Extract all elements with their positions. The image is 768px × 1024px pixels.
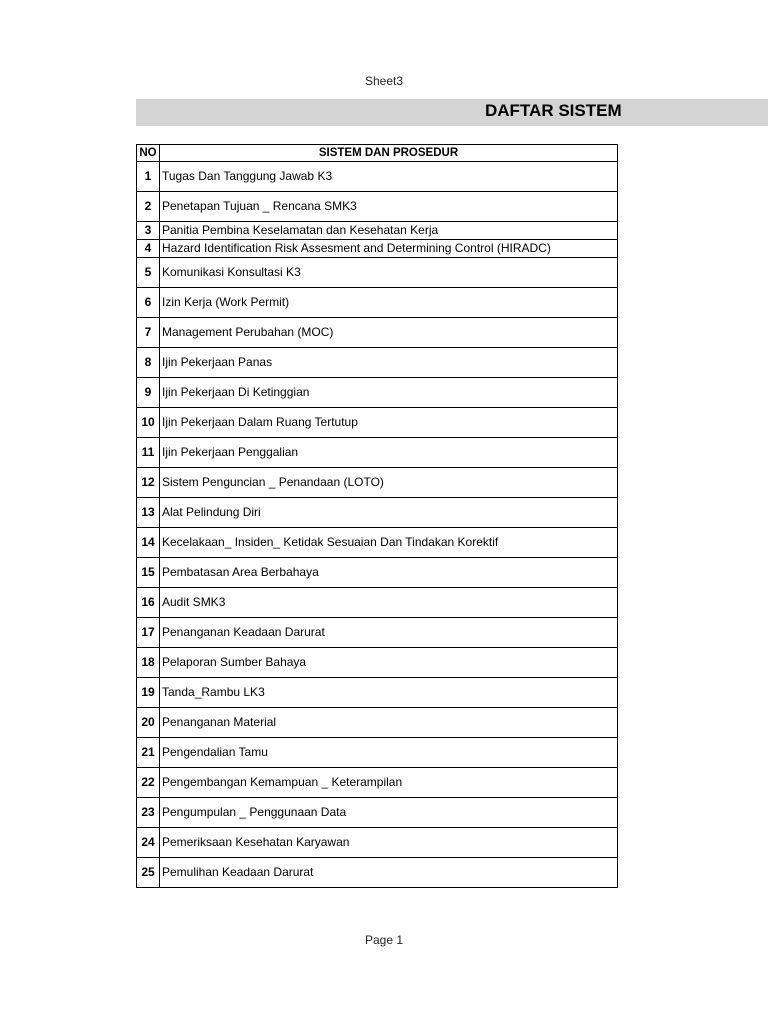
row-system-name: Pengembangan Kemampuan _ Keterampilan [160, 768, 618, 798]
row-system-name: Penanganan Keadaan Darurat [160, 618, 618, 648]
row-number: 3 [137, 222, 160, 240]
table-row [137, 258, 618, 288]
table-row [137, 618, 618, 648]
row-number: 6 [137, 288, 160, 318]
table-row [137, 768, 618, 798]
row-system-name: Penetapan Tujuan _ Rencana SMK3 [160, 192, 618, 222]
row-system-name: Management Perubahan (MOC) [160, 318, 618, 348]
row-system-name: Sistem Penguncian _ Penandaan (LOTO) [160, 468, 618, 498]
table-row [137, 348, 618, 378]
row-system-name: Pengumpulan _ Penggunaan Data [160, 798, 618, 828]
row-number: 18 [137, 648, 160, 678]
row-system-name: Pelaporan Sumber Bahaya [160, 648, 618, 678]
row-system-name: Pembatasan Area Berbahaya [160, 558, 618, 588]
table-row [137, 528, 618, 558]
table-row [137, 588, 618, 618]
row-number: 24 [137, 828, 160, 858]
row-system-name: Pengendalian Tamu [160, 738, 618, 768]
table-row [137, 828, 618, 858]
table-row [137, 498, 618, 528]
row-system-name: Komunikasi Konsultasi K3 [160, 258, 618, 288]
row-system-name: Alat Pelindung Diri [160, 498, 618, 528]
row-number: 15 [137, 558, 160, 588]
row-system-name: Izin Kerja (Work Permit) [160, 288, 618, 318]
row-number: 10 [137, 408, 160, 438]
row-system-name: Pemulihan Keadaan Darurat [160, 858, 618, 888]
row-number: 21 [137, 738, 160, 768]
title-band [136, 99, 768, 126]
table-row [137, 288, 618, 318]
row-number: 7 [137, 318, 160, 348]
table-row [137, 318, 618, 348]
row-system-name: Pemeriksaan Kesehatan Karyawan [160, 828, 618, 858]
table-row [137, 192, 618, 222]
table-header-row [137, 145, 618, 162]
table-row [137, 408, 618, 438]
row-number: 4 [137, 240, 160, 258]
row-system-name: Tugas Dan Tanggung Jawab K3 [160, 162, 618, 192]
row-number: 17 [137, 618, 160, 648]
header-system: SISTEM DAN PROSEDUR [160, 145, 618, 162]
row-number: 11 [137, 438, 160, 468]
row-system-name: Tanda_Rambu LK3 [160, 678, 618, 708]
row-system-name: Ijin Pekerjaan Di Ketinggian [160, 378, 618, 408]
table-row [137, 678, 618, 708]
table-row [137, 162, 618, 192]
table-row [137, 648, 618, 678]
page-title: DAFTAR SISTEM [485, 101, 622, 120]
row-system-name: Panitia Pembina Keselamatan dan Kesehatan Kerja [160, 222, 618, 240]
table-row [137, 378, 618, 408]
table-body [137, 162, 618, 888]
row-number: 25 [137, 858, 160, 888]
table-row [137, 708, 618, 738]
row-system-name: Audit SMK3 [160, 588, 618, 618]
row-number: 20 [137, 708, 160, 738]
table-row [137, 798, 618, 828]
row-system-name: Hazard Identification Risk Assesment and Determining Control (HIRADC) [160, 240, 618, 258]
row-number: 5 [137, 258, 160, 288]
row-number: 13 [137, 498, 160, 528]
row-number: 12 [137, 468, 160, 498]
row-system-name: Ijin Pekerjaan Panas [160, 348, 618, 378]
system-table [136, 144, 618, 888]
table-row [137, 858, 618, 888]
table-row [137, 240, 618, 258]
row-number: 9 [137, 378, 160, 408]
header-no: NO [137, 145, 160, 162]
table-row [137, 438, 618, 468]
row-number: 16 [137, 588, 160, 618]
row-system-name: Ijin Pekerjaan Dalam Ruang Tertutup [160, 408, 618, 438]
row-system-name: Penanganan Material [160, 708, 618, 738]
table-row [137, 468, 618, 498]
row-number: 1 [137, 162, 160, 192]
row-number: 8 [137, 348, 160, 378]
table-row [137, 222, 618, 240]
row-number: 22 [137, 768, 160, 798]
row-system-name: Ijin Pekerjaan Penggalian [160, 438, 618, 468]
page-number: Page 1 [364, 933, 404, 947]
row-number: 14 [137, 528, 160, 558]
table-row [137, 738, 618, 768]
row-number: 19 [137, 678, 160, 708]
row-number: 23 [137, 798, 160, 828]
table-row [137, 558, 618, 588]
sheet-name: Sheet3 [364, 74, 404, 88]
row-system-name: Kecelakaan_ Insiden_ Ketidak Sesuaian Dan Tindakan Korektif [160, 528, 618, 558]
row-number: 2 [137, 192, 160, 222]
